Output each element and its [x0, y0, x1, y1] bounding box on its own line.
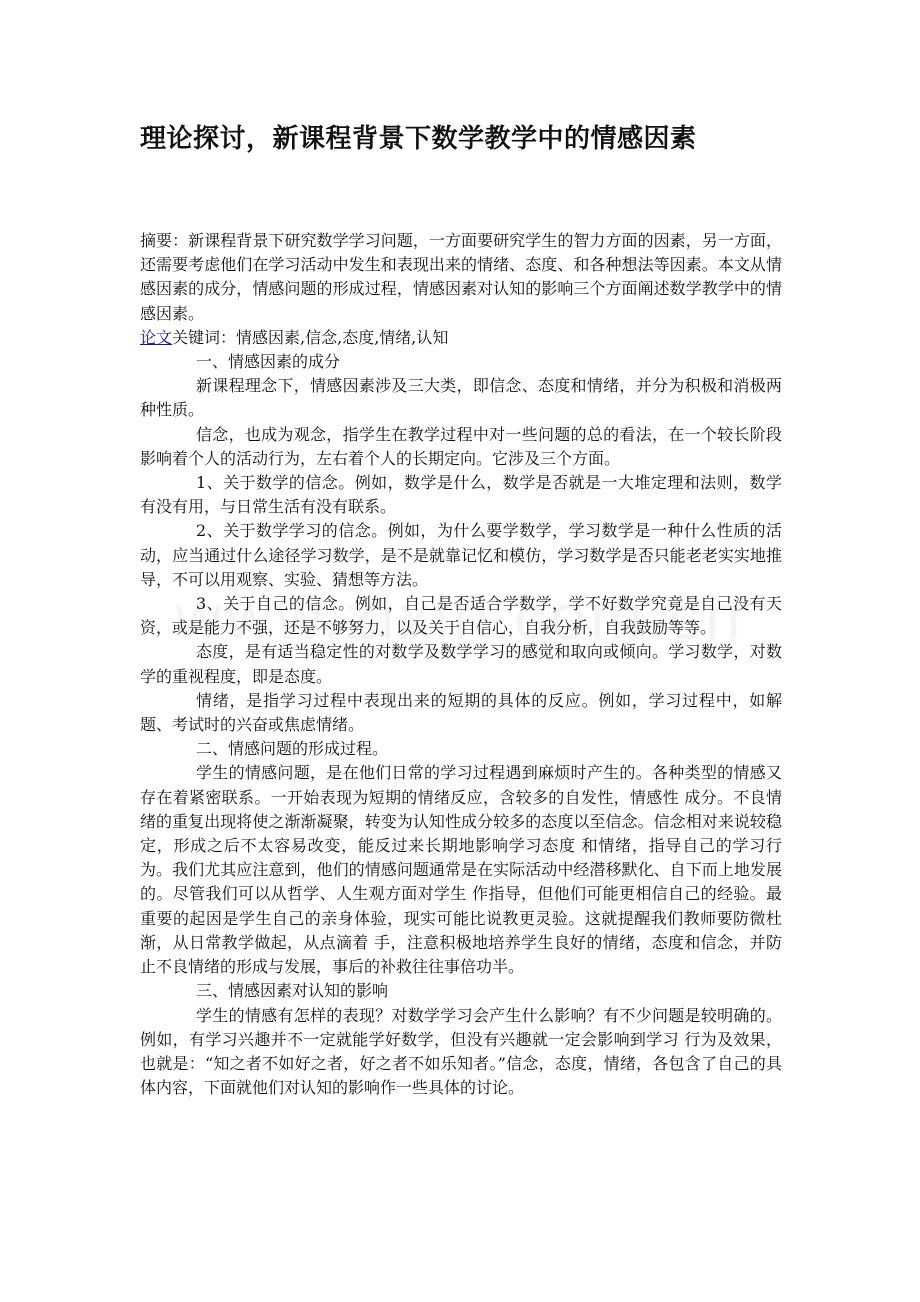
section-heading-2: 二、情感问题的形成过程。: [196, 739, 389, 759]
body-paragraph: 新课程理念下，情感因素涉及三大类，即信念、态度和情绪，并分为积极和消极两种性质。: [140, 376, 782, 420]
body-paragraph: 学生的情感问题，是在他们日常的学习过程遇到麻烦时产生的。各种类型的情感又存在着紧密联系。一开始表现为短期的情绪反应，含较多的自发性，情感性 成分。不良情绪的重复出现将使之渐渐凝聚，转变为认知性成分较多的态度以至信念。信念相对来说较稳定，形成之后不太容易改变，能反过来长期地影响学习态度 和情绪，指导自己的学习行为。我们尤其应注意到，他们的情感问题通常是在实际活动中经潜移默化、自下而上地发展的。尽管我们可以从哲学、人生观方面对学生 作指导，但他们可能更相信自己的经验。最重要的起因是学生自己的亲身体验，现实可能比说教更灵验。这就提醒我们教师要防微杜渐，从日常教学做起，从点滴着 手，注意积极地培养学生良好的情绪，态度和信念，并防止不良情绪的形成与发展，事后的补救往往事倍功半。: [140, 763, 782, 977]
keywords-line: [140, 326, 782, 350]
document-title: 理论探讨，新课程背景下数学教学中的情感因素: [140, 124, 697, 154]
body-paragraph: 3、关于自己的信念。例如，自己是否适合学数学，学不好数学究竟是自己没有天资，或是能力不强，还是不够努力，以及关于自信心，自我分析，自我鼓励等等。: [140, 594, 782, 638]
body-paragraph: 学生的情感有怎样的表现？对数学学习会产生什么影响？有不少问题是较明确的。例如，有学习兴趣并不一定就能学好数学，但没有兴趣就一定会影响到学习 行为及效果，也就是：“知之者不如好之者，好之者不如乐知者。”信念，态度，情绪，各包含了自己的具体内容，下面就他们对认知的影响作一些具体的讨论。: [140, 1005, 782, 1098]
body-paragraph: 信念，也成为观念，指学生在教学过程中对一些问题的总的看法，在一个较长阶段影响着个人的活动行为，左右着个人的长期定向。它涉及三个方面。: [140, 424, 782, 468]
body-paragraph: 态度，是有适当稳定性的对数学及数学学习的感觉和取向或倾向。学习数学，对数学的重视程度，即是态度。: [140, 642, 782, 686]
section-heading-3: 三、情感因素对认知的影响: [196, 981, 389, 1001]
body-paragraph: 2、关于数学学习的信念。例如，为什么要学数学，学习数学是一种什么性质的活动，应当通过什么途径学习数学，是不是就靠记忆和模仿，学习数学是否只能老老实实地推导，不可以用观察、实验、猜想等方法。: [140, 521, 782, 589]
abstract-paragraph: 摘要：新课程背景下研究数学学习问题，一方面要研究学生的智力方面的因素，另一方面，还需要考虑他们在学习活动中发生和表现出来的情绪、态度、和各种想法等因素。本文从情感因素的成分，情感问题的形成过程，情感因素对认知的影响三个方面阐述数学教学中的情感因素。: [140, 231, 782, 323]
document-body: [140, 229, 782, 1100]
keywords-text: 关键词：情感因素,信念,态度,情绪,认知: [172, 327, 449, 347]
body-paragraph: 1、关于数学的信念。例如，数学是什么，数学是否就是一大堆定理和法则，数学有没有用，与日常生活有没有联系。: [140, 473, 782, 517]
section-heading-1: 一、情感因素的成分: [196, 352, 341, 372]
keywords-link[interactable]: 论文: [140, 327, 173, 347]
body-paragraph: 情绪，是指学习过程中表现出来的短期的具体的反应。例如，学习过程中，如解题、考试时的兴奋或焦虑情绪。: [140, 690, 782, 735]
